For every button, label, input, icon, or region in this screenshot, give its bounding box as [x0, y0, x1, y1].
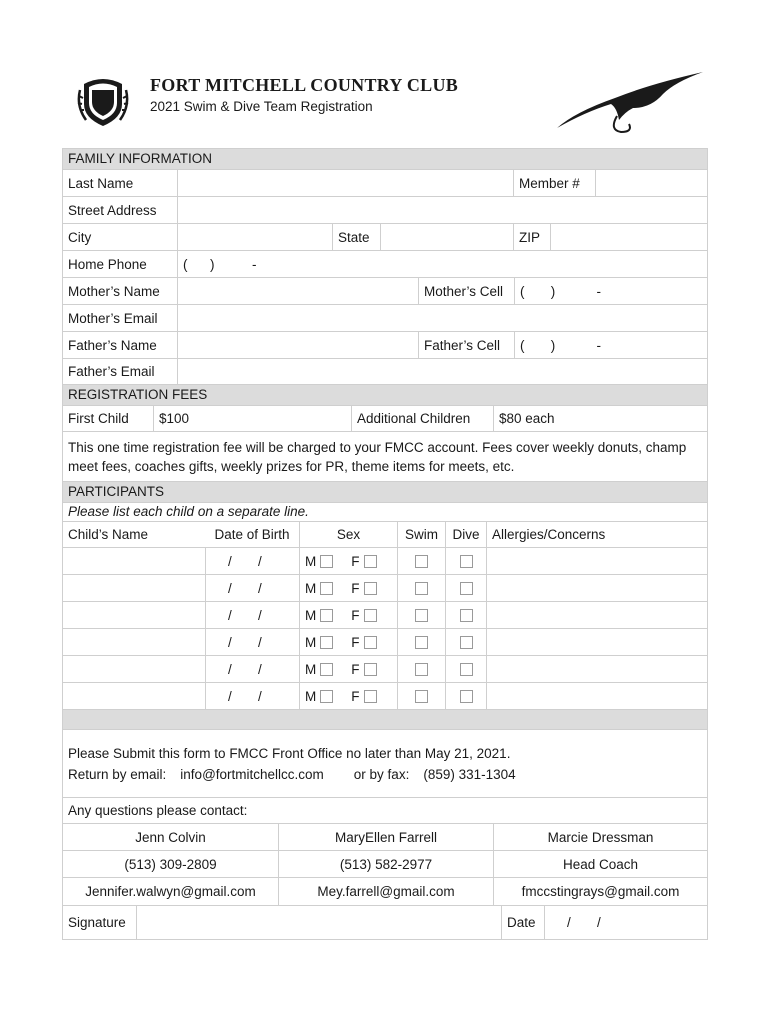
contact-phone: (513) 309-2809	[124, 856, 217, 872]
participant-rows	[62, 548, 708, 710]
sex-m-checkbox[interactable]	[320, 663, 333, 676]
contact-role: Head Coach	[493, 851, 707, 877]
additional-children-fee: $80 each	[493, 406, 707, 431]
last-name-field[interactable]	[177, 170, 513, 196]
sex-f-checkbox[interactable]	[364, 690, 377, 703]
member-number-label: Member #	[513, 170, 595, 196]
participants-note: Please list each child on a separate line.	[62, 503, 708, 521]
participant-row	[62, 548, 708, 575]
allergies-field[interactable]	[486, 548, 707, 574]
child-dob-field[interactable]: / /	[205, 683, 299, 709]
col-sex: Sex	[299, 522, 397, 547]
dive-checkbox[interactable]	[460, 690, 473, 703]
sex-m-label: M	[305, 688, 317, 704]
member-number-field[interactable]	[595, 170, 707, 196]
form-subtitle: 2021 Swim & Dive Team Registration	[150, 99, 373, 114]
club-name: FORT MITCHELL COUNTRY CLUB	[150, 75, 459, 95]
child-dob-field[interactable]: / /	[205, 575, 299, 601]
participant-row	[62, 629, 708, 656]
fathers-cell-field[interactable]: ( ) -	[514, 332, 707, 358]
swim-checkbox[interactable]	[415, 582, 428, 595]
contacts-heading: Any questions please contact:	[68, 803, 248, 818]
dive-checkbox[interactable]	[460, 609, 473, 622]
date-label: Date	[501, 906, 544, 939]
home-phone-field[interactable]: ( ) -	[177, 251, 707, 277]
dive-checkbox[interactable]	[460, 663, 473, 676]
dive-checkbox[interactable]	[460, 555, 473, 568]
child-name-field[interactable]	[63, 548, 205, 574]
child-dob-field[interactable]: / /	[205, 602, 299, 628]
participant-row	[62, 683, 708, 710]
participants-footer-bar	[62, 710, 708, 730]
swim-checkbox[interactable]	[415, 555, 428, 568]
signature-field[interactable]	[136, 906, 501, 939]
fax-label: or by fax:	[353, 766, 410, 782]
return-email-address[interactable]: info@fortmitchellcc.com	[180, 766, 324, 782]
swim-checkbox[interactable]	[415, 636, 428, 649]
child-name-field[interactable]	[63, 602, 205, 628]
sex-f-label: F	[351, 634, 360, 650]
city-label: City	[68, 229, 92, 245]
child-dob-field[interactable]: / /	[205, 548, 299, 574]
participant-row	[62, 602, 708, 629]
mothers-email-label: Mother’s Email	[68, 310, 158, 326]
sex-m-label: M	[305, 661, 317, 677]
sex-f-checkbox[interactable]	[364, 555, 377, 568]
mothers-name-field[interactable]	[177, 278, 418, 304]
participant-row	[62, 575, 708, 602]
sex-f-label: F	[351, 553, 360, 569]
fathers-email-label: Father’s Email	[68, 364, 155, 379]
sex-m-checkbox[interactable]	[320, 555, 333, 568]
child-dob-field[interactable]: / /	[205, 629, 299, 655]
sex-f-checkbox[interactable]	[364, 663, 377, 676]
swim-checkbox[interactable]	[415, 690, 428, 703]
col-allergies: Allergies/Concerns	[486, 522, 707, 547]
allergies-field[interactable]	[486, 575, 707, 601]
dive-checkbox[interactable]	[460, 636, 473, 649]
zip-label: ZIP	[513, 224, 550, 250]
sex-f-label: F	[351, 580, 360, 596]
club-crest-logo	[76, 70, 130, 128]
signature-date-field[interactable]: / /	[544, 906, 707, 939]
sex-m-label: M	[305, 553, 317, 569]
contact-name: MaryEllen Farrell	[278, 824, 493, 850]
return-email-label: Return by email:	[68, 766, 167, 782]
sex-m-checkbox[interactable]	[320, 609, 333, 622]
col-date-of-birth: Date of Birth	[214, 527, 290, 542]
allergies-field[interactable]	[486, 629, 707, 655]
sex-f-checkbox[interactable]	[364, 609, 377, 622]
col-swim: Swim	[397, 522, 445, 547]
street-address-label: Street Address	[68, 202, 157, 218]
fathers-cell-label: Father’s Cell	[418, 332, 514, 358]
first-child-label: First Child	[68, 411, 129, 426]
first-child-fee: $100	[153, 406, 351, 431]
col-dive: Dive	[445, 522, 486, 547]
allergies-field[interactable]	[486, 656, 707, 682]
mothers-email-field[interactable]	[177, 305, 707, 331]
sex-f-label: F	[351, 688, 360, 704]
fathers-name-field[interactable]	[177, 332, 418, 358]
contact-email[interactable]: fmccstingrays@gmail.com	[493, 878, 707, 905]
sex-m-checkbox[interactable]	[320, 636, 333, 649]
sex-f-checkbox[interactable]	[364, 582, 377, 595]
sex-m-label: M	[305, 634, 317, 650]
city-field[interactable]	[177, 224, 332, 250]
zip-field[interactable]	[550, 224, 707, 250]
sex-m-checkbox[interactable]	[320, 582, 333, 595]
dive-checkbox[interactable]	[460, 582, 473, 595]
swim-checkbox[interactable]	[415, 663, 428, 676]
street-address-field[interactable]	[177, 197, 707, 223]
submit-instructions: Please Submit this form to FMCC Front Office no later than May 21, 2021.	[68, 745, 511, 761]
mothers-cell-field[interactable]: ( ) -	[514, 278, 707, 304]
contact-phone: (513) 582-2977	[278, 851, 493, 877]
contact-email[interactable]: Jennifer.walwyn@gmail.com	[85, 884, 256, 899]
signature-label: Signature	[68, 915, 126, 930]
mothers-cell-label: Mother’s Cell	[418, 278, 514, 304]
allergies-field[interactable]	[486, 602, 707, 628]
contact-name: Jenn Colvin	[135, 829, 206, 845]
col-childs-name: Child’s Name	[68, 527, 149, 542]
allergies-field[interactable]	[486, 683, 707, 709]
home-phone-label: Home Phone	[68, 256, 147, 272]
sex-m-label: M	[305, 580, 317, 596]
registration-form	[62, 148, 708, 940]
mothers-name-label: Mother’s Name	[68, 283, 160, 299]
child-name-field[interactable]	[63, 656, 205, 682]
contact-email[interactable]: Mey.farrell@gmail.com	[278, 878, 493, 905]
section-registration-fees: REGISTRATION FEES	[62, 385, 708, 406]
fees-description: This one time registration fee will be charged to your FMCC account. Fees cover weekly donuts, champ meet fees, coaches gifts, weekly prizes for PR, theme items for meets, etc.	[68, 439, 687, 474]
child-name-field[interactable]	[63, 575, 205, 601]
last-name-label: Last Name	[68, 175, 134, 191]
sex-f-checkbox[interactable]	[364, 636, 377, 649]
stingray-logo	[555, 68, 707, 134]
participant-row	[62, 656, 708, 683]
sex-f-label: F	[351, 607, 360, 623]
child-name-field[interactable]	[63, 629, 205, 655]
sex-m-label: M	[305, 607, 317, 623]
state-field[interactable]	[380, 224, 513, 250]
contact-name: Marcie Dressman	[493, 824, 707, 850]
sex-m-checkbox[interactable]	[320, 690, 333, 703]
swim-checkbox[interactable]	[415, 609, 428, 622]
child-dob-field[interactable]: / /	[205, 656, 299, 682]
fathers-email-field[interactable]	[177, 359, 707, 384]
section-family-information: FAMILY INFORMATION	[62, 148, 708, 170]
section-participants: PARTICIPANTS	[62, 482, 708, 503]
sex-f-label: F	[351, 661, 360, 677]
fax-number: (859) 331-1304	[423, 766, 516, 782]
additional-children-label: Additional Children	[351, 406, 493, 431]
fathers-name-label: Father’s Name	[68, 337, 157, 353]
state-label: State	[332, 224, 380, 250]
child-name-field[interactable]	[63, 683, 205, 709]
